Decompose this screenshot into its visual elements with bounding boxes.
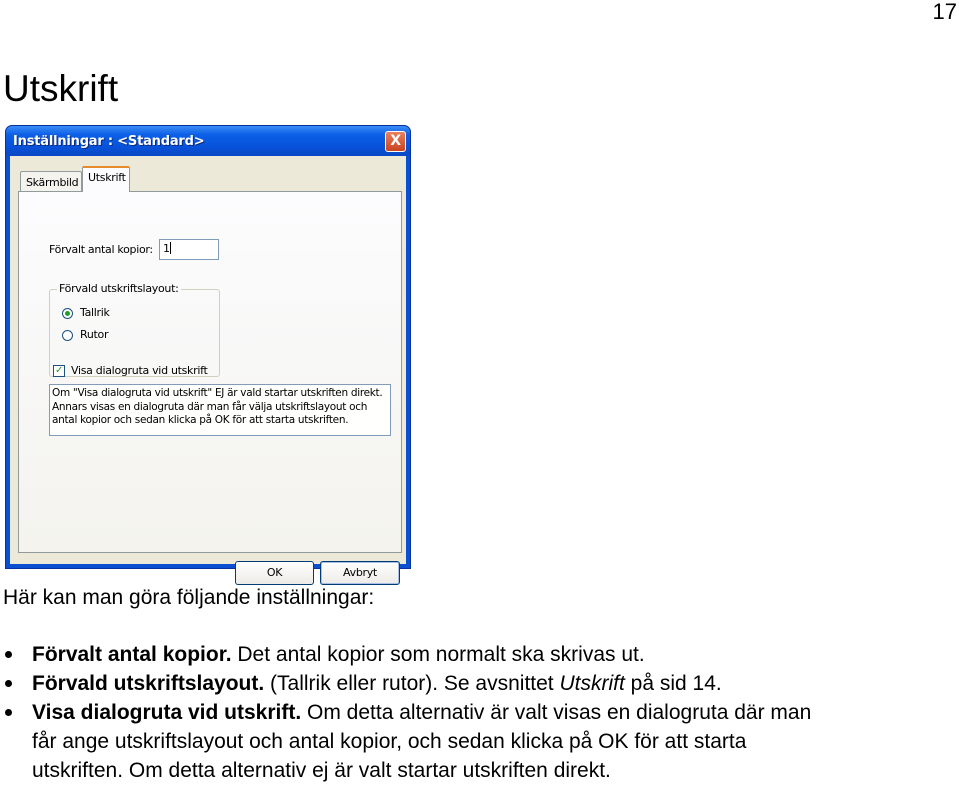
text-caret xyxy=(170,242,171,254)
info-line: Om "Visa dialogruta vid utskrift" EJ är vald startar utskriften direkt. xyxy=(52,387,383,399)
close-button[interactable] xyxy=(385,131,406,152)
show-dialog-label: Visa dialogruta vid utskrift xyxy=(71,364,208,377)
bullet-icon xyxy=(5,651,12,658)
bullet-line: utskriften. Om detta alternativ ej är valt startar utskriften direkt. xyxy=(32,759,611,782)
dialog-titlebar[interactable] xyxy=(6,126,410,156)
bullet-icon xyxy=(5,680,12,687)
checkmark-icon: ✓ xyxy=(54,365,64,376)
tab-panel-utskrift xyxy=(18,191,402,553)
copies-input[interactable] xyxy=(159,239,219,260)
bullet-term: Förvalt antal kopior. xyxy=(32,643,232,666)
list-item xyxy=(0,669,959,698)
ok-button-label: OK xyxy=(266,566,283,579)
close-icon: X xyxy=(390,133,401,149)
tab-utskrift[interactable] xyxy=(82,166,130,192)
info-line: antal kopior och sedan klicka på OK för att starta utskriften. xyxy=(52,414,349,426)
ok-button[interactable] xyxy=(235,561,314,585)
intro-text: Här kan man göra följande inställningar: xyxy=(3,586,375,609)
settings-list xyxy=(0,640,959,785)
bullet-text: Om detta alternativ är valt visas en dialogruta där man xyxy=(301,701,812,724)
page-title: Utskrift xyxy=(3,68,119,109)
settings-dialog xyxy=(5,125,411,579)
bullet-text: på sid 14. xyxy=(624,672,722,695)
cancel-button-label: Avbryt xyxy=(343,566,377,579)
radio-tallrik-label: Tallrik xyxy=(80,306,110,319)
bullet-line: får ange utskriftslayout och antal kopior, och sedan klicka på OK för att starta xyxy=(32,730,747,753)
bullet-text: Det antal kopior som normalt ska skrivas ut. xyxy=(231,643,645,666)
info-line: Annars visas en dialogruta där man får välja utskriftslayout och xyxy=(52,400,368,413)
bullet-term: Förvald utskriftslayout. xyxy=(32,672,265,695)
bullet-line xyxy=(32,698,959,727)
radio-tallrik[interactable] xyxy=(62,308,73,319)
dialog-title: Inställningar : <Standard> xyxy=(13,134,205,149)
cancel-button[interactable] xyxy=(320,561,400,585)
bullet-text: (Tallrik eller rutor). Se avsnittet xyxy=(264,672,560,695)
bullet-icon xyxy=(5,709,12,716)
list-item xyxy=(0,698,959,785)
radio-rutor-label: Rutor xyxy=(80,328,109,341)
tab-label: Utskrift xyxy=(88,171,126,184)
layout-group-legend: Förvald utskriftslayout: xyxy=(59,282,179,295)
tab-skarmbild[interactable] xyxy=(20,171,82,191)
show-dialog-checkbox[interactable] xyxy=(53,365,65,377)
section-reference: Utskrift xyxy=(559,672,625,695)
bullet-term: Visa dialogruta vid utskrift. xyxy=(32,701,302,724)
copies-label: Förvalt antal kopior: xyxy=(49,243,153,256)
radio-rutor[interactable] xyxy=(62,330,73,341)
tab-label: Skärmbild xyxy=(26,176,79,189)
copies-value: 1 xyxy=(163,242,170,255)
info-textbox xyxy=(49,384,391,436)
list-item xyxy=(0,640,959,669)
page-number: 17 xyxy=(932,0,957,24)
dialog-client xyxy=(10,156,406,579)
